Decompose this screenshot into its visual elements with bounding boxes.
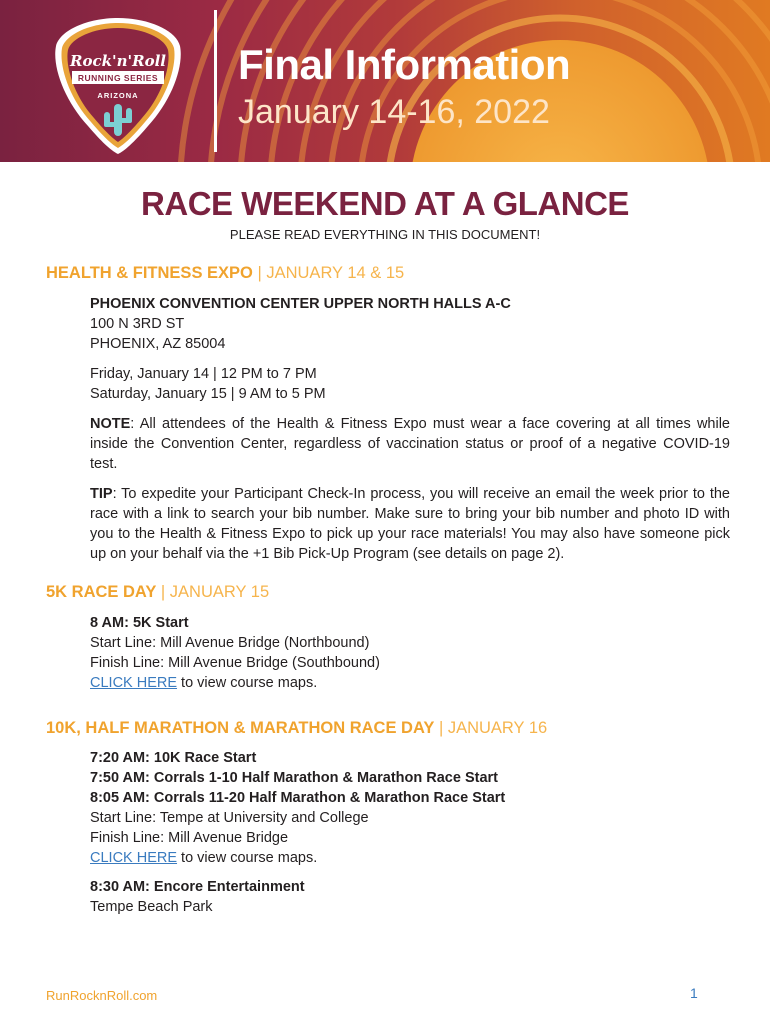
expo-date: | JANUARY 14 & 15 — [252, 264, 405, 282]
race-5k-details — [90, 613, 730, 693]
expo-label: HEALTH & FITNESS EXPO — [46, 264, 253, 282]
header-banner — [0, 0, 770, 162]
expo-hours-friday: Friday, January 14 | 12 PM to 7 PM — [90, 366, 317, 382]
expo-details — [90, 294, 730, 564]
encore-line — [90, 877, 730, 897]
tip-label: TIP — [90, 486, 113, 502]
expo-address-line2: PHOENIX, AZ 85004 — [90, 336, 226, 352]
raceday-map-suffix: to view course maps. — [177, 850, 318, 866]
expo-section-heading — [46, 262, 404, 284]
race-10k-start-time: 7:20 AM: 10K Race Start — [90, 750, 257, 766]
encore-title: Encore Entertainment — [149, 879, 305, 895]
raceday-map-line — [90, 848, 730, 868]
banner-subtitle: January 14-16, 2022 — [238, 93, 550, 131]
note-text: : All attendees of the Health & Fitness Expo must wear a face covering at all times while inside the Convention Center, regardless of vaccination status or proof of a negative COVID-19 test. — [90, 416, 730, 472]
note-label: NOTE — [90, 416, 131, 432]
raceday-details — [90, 748, 730, 917]
race-5k-label: 5K RACE DAY — [46, 583, 157, 601]
tip-text: : To expedite your Participant Check-In process, you will receive an email the week prior to the race with a link to search your bib number. Make sure to bring your bib number and photo ID with you to the Health & Fitness Expo to pick up your race materials! You may also have someone pick up on your behalf via the +1 Bib Pick-Up Program (see details on page 2). — [90, 486, 730, 562]
race-5k-course-map-link[interactable]: CLICK HERE — [90, 675, 178, 691]
raceday-section-heading — [46, 717, 547, 739]
svg-text:Rock'n'Roll: Rock'n'Roll — [70, 52, 166, 70]
banner-title: Final Information — [238, 41, 571, 88]
race-5k-date: | JANUARY 15 — [156, 583, 270, 601]
expo-hours-saturday: Saturday, January 15 | 9 AM to 5 PM — [90, 386, 326, 402]
race-5k-start-time: 8 AM: 5K Start — [90, 615, 189, 631]
race-5k-finish-line: Finish Line: Mill Avenue Bridge (Southbound) — [90, 655, 380, 671]
raceday-start-line: Start Line: Tempe at University and College — [90, 810, 369, 826]
race-5k-section-heading — [46, 581, 269, 603]
race-5k-map-line — [90, 673, 730, 693]
raceday-finish-line: Finish Line: Mill Avenue Bridge — [90, 830, 289, 846]
page-heading: RACE WEEKEND AT A GLANCE — [141, 185, 629, 222]
svg-text:RUNNING SERIES: RUNNING SERIES — [77, 73, 159, 83]
svg-text:ARIZONA: ARIZONA — [97, 91, 139, 100]
expo-address-line1: 100 N 3RD ST — [90, 316, 185, 332]
encore-place: Tempe Beach Park — [90, 899, 213, 915]
raceday-label: 10K, HALF MARATHON & MARATHON RACE DAY — [46, 719, 435, 737]
raceday-course-map-link[interactable]: CLICK HERE — [90, 850, 178, 866]
expo-venue: PHOENIX CONVENTION CENTER UPPER NORTH HALLS A-C — [90, 296, 511, 312]
read-notice: PLEASE READ EVERYTHING IN THIS DOCUMENT! — [229, 227, 541, 242]
rock-n-roll-arizona-logo — [48, 14, 188, 158]
expo-note — [90, 414, 730, 474]
footer-website-link[interactable]: RunRocknRoll.com — [46, 988, 158, 1003]
page-number: 1 — [690, 985, 698, 1001]
expo-tip — [90, 484, 730, 564]
banner-divider — [214, 10, 217, 152]
race-5k-map-suffix: to view course maps. — [177, 675, 318, 691]
raceday-date: | JANUARY 16 — [434, 719, 548, 737]
encore-time: 8:30 AM: — [90, 879, 150, 895]
race-5k-start-line: Start Line: Mill Avenue Bridge (Northbound) — [90, 635, 370, 651]
corrals-11-20-start-time: 8:05 AM: Corrals 11-20 Half Marathon & Marathon Race Start — [90, 790, 506, 806]
corrals-1-10-start-time: 7:50 AM: Corrals 1-10 Half Marathon & Marathon Race Start — [90, 770, 498, 786]
